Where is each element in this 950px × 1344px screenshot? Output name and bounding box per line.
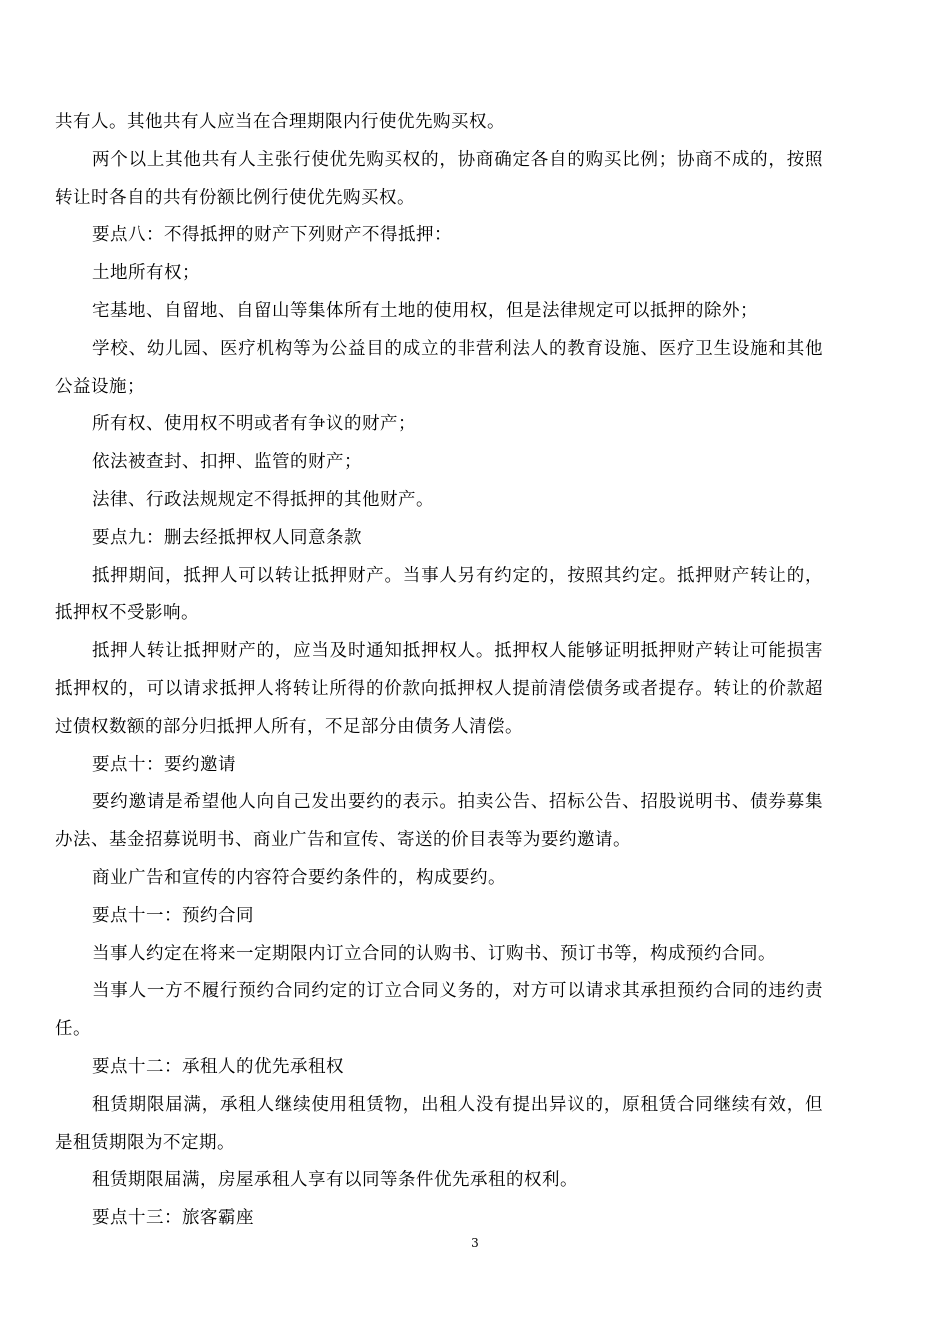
document-page [55,104,823,1238]
section-heading: 要点十一：预约合同 [92,905,254,926]
paragraph: 共有人。其他共有人应当在合理期限内行使优先购买权。 [55,112,505,132]
paragraph: 租赁期限届满，房屋承租人享有以同等条件优先承租的权利。 [92,1170,578,1191]
list-item: 依法被查封、扣押、监管的财产； [92,452,362,473]
paragraph: 当事人一方不履行预约合同约定的订立合同义务的，对方可以请求其承担预约合同的违约责任。 [55,981,823,1040]
list-item: 法律、行政法规规定不得抵押的其他财产。 [92,489,434,510]
paragraph: 两个以上其他共有人主张行使优先购买权的，协商确定各自的购买比例；协商不成的，按照转让时各自的共有份额比例行使优先购买权。 [55,149,823,208]
section-heading: 要点十二：承租人的优先承租权 [92,1056,344,1077]
paragraph: 商业广告和宣传的内容符合要约条件的，构成要约。 [92,867,506,888]
list-item: 土地所有权； [92,263,200,284]
list-item: 所有权、使用权不明或者有争议的财产； [92,414,416,435]
paragraph: 租赁期限届满，承租人继续使用租赁物，出租人没有提出异议的，原租赁合同继续有效，但是租赁期限为不定期。 [55,1094,823,1153]
section-heading: 要点十三：旅客霸座 [92,1208,254,1229]
section-heading: 要点十：要约邀请 [92,754,236,775]
paragraph: 抵押人转让抵押财产的，应当及时通知抵押权人。抵押权人能够证明抵押财产转让可能损害抵押权的，可以请求抵押人将转让所得的价款向抵押权人提前清偿债务或者提存。转让的价款超过债权数额的部分归抵押人所有，不足部分由债务人清偿。 [55,641,823,737]
paragraph: 当事人约定在将来一定期限内订立合同的认购书、订购书、预订书等，构成预约合同。 [92,943,776,964]
page-number: 3 [471,1236,479,1250]
section-heading: 要点九：删去经抵押权人同意条款 [92,527,362,548]
paragraph: 抵押期间，抵押人可以转让抵押财产。当事人另有约定的，按照其约定。抵押财产转让的，抵押权不受影响。 [55,565,823,624]
paragraph: 要约邀请是希望他人向自己发出要约的表示。拍卖公告、招标公告、招股说明书、债券募集办法、基金招募说明书、商业广告和宣传、寄送的价目表等为要约邀请。 [55,792,823,851]
list-item: 学校、幼儿园、医疗机构等为公益目的成立的非营利法人的教育设施、医疗卫生设施和其他公益设施； [55,338,823,397]
section-heading: 要点八：不得抵押的财产下列财产不得抵押： [92,225,452,246]
list-item: 宅基地、自留地、自留山等集体所有土地的使用权，但是法律规定可以抵押的除外； [92,300,758,321]
